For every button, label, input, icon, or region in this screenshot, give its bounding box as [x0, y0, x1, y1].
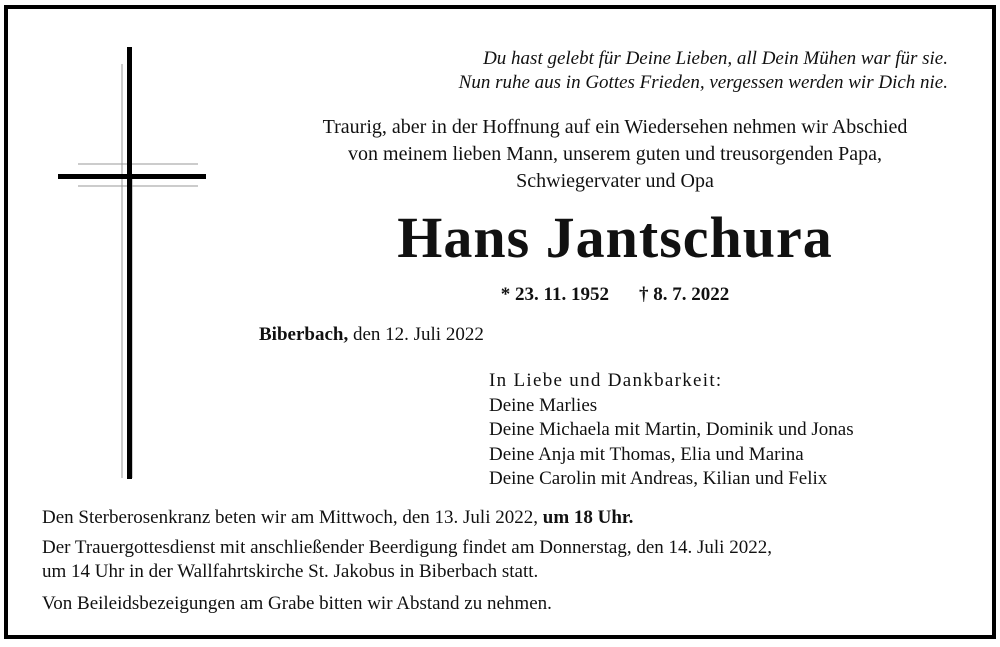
- condolence-note: Von Beileidsbezeigungen am Grabe bitten wir Abstand zu nehmen.: [42, 593, 552, 614]
- motto-line-1: Du hast gelebt für Deine Lieben, all Dein Mühen war für sie.: [483, 48, 948, 69]
- rosary-time: um 18 Uhr.: [542, 507, 634, 528]
- family-signature: [489, 369, 854, 492]
- rosary-note: [42, 506, 977, 530]
- family-member: Deine Carolin mit Andreas, Kilian und Felix: [489, 468, 828, 489]
- deceased-name: Hans Jantschura: [397, 205, 833, 270]
- place-date: [259, 323, 484, 347]
- intro-line-1: Traurig, aber in der Hoffnung auf ein Wiedersehen nehmen wir Abschied: [322, 116, 908, 138]
- notice-date: den 12. Juli 2022: [352, 324, 484, 345]
- rosary-text: Den Sterberosenkranz beten wir am Mittwoch, den 13. Juli 2022,: [42, 507, 538, 528]
- service-line-2: um 14 Uhr in der Wallfahrtskirche St. Jakobus in Biberbach statt.: [42, 561, 539, 582]
- intro-line-2: von meinem lieben Mann, unserem guten und treusorgenden Papa,: [348, 143, 882, 165]
- family-member: Deine Michaela mit Martin, Dominik und Jonas: [489, 419, 854, 440]
- motto-verse: [459, 47, 948, 95]
- funeral-service-note: [42, 536, 977, 584]
- intro-line-3: Schwiegervater und Opa: [516, 170, 714, 192]
- motto-line-2: Nun ruhe aus in Gottes Frieden, vergessen werden wir Dich nie.: [458, 72, 948, 93]
- place-name: Biberbach,: [259, 324, 349, 345]
- cross-icon: [8, 9, 218, 489]
- life-dates: [258, 283, 972, 307]
- family-member: Deine Anja mit Thomas, Elia und Marina: [489, 443, 804, 465]
- death-date: † 8. 7. 2022: [638, 284, 730, 305]
- service-notes: [42, 506, 977, 624]
- family-heading: In Liebe und Dankbarkeit:: [489, 370, 723, 391]
- birth-date: * 23. 11. 1952: [500, 284, 609, 305]
- intro-text: [258, 114, 972, 195]
- service-line-1: Der Trauergottesdienst mit anschließender Beerdigung findet am Donnerstag, den 14. Juli 2022,: [42, 537, 772, 558]
- family-member: Deine Marlies: [489, 394, 598, 416]
- obituary-frame: [4, 5, 996, 639]
